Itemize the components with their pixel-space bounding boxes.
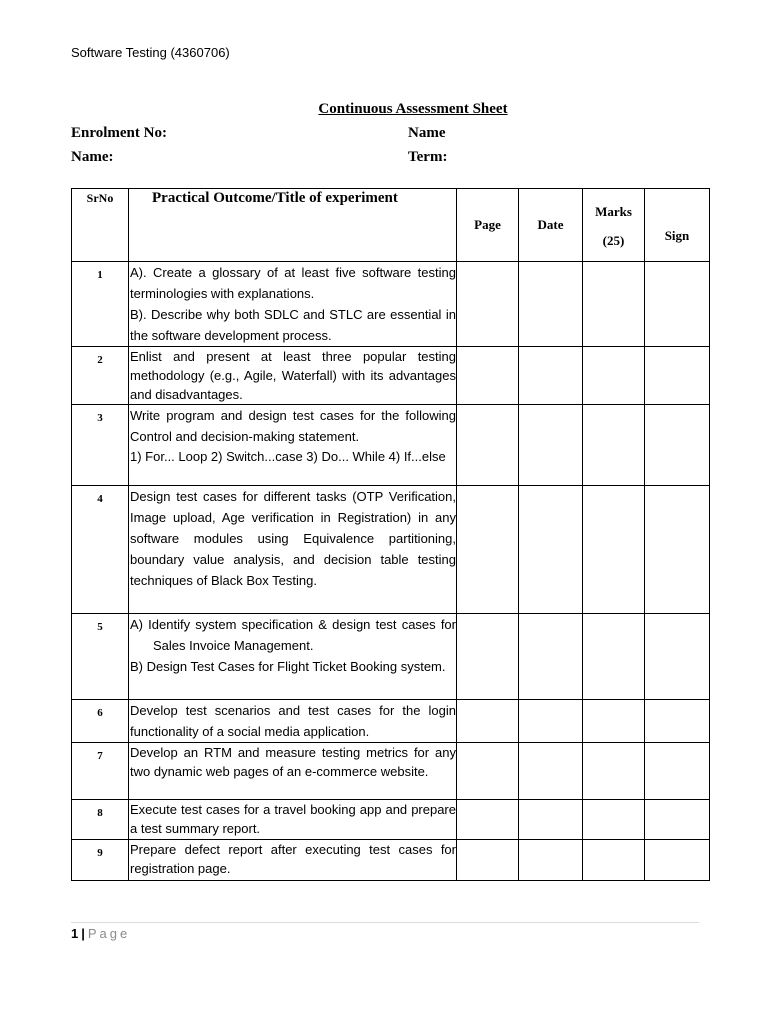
running-header: Software Testing (4360706) [71,45,230,60]
row-description [129,347,457,405]
page-word: Page [87,926,131,941]
name-label: Name: [71,149,114,165]
assessment-table [71,188,710,881]
row-description [129,486,457,614]
sign-cell[interactable] [645,405,710,486]
row-line: 1) For... Loop 2) Switch...case 3) Do... While 4) If...else [130,449,446,464]
marks-cell[interactable] [583,700,645,743]
row-line: Prepare defect report after executing test cases for registration page. [130,842,456,876]
row-srno: 1 [72,262,129,347]
marks-cell[interactable] [583,347,645,405]
date-cell[interactable] [519,743,583,800]
row-description [129,405,457,486]
date-cell[interactable] [519,700,583,743]
table-row [72,486,710,614]
page-cell[interactable] [457,614,519,700]
row-line: Execute test cases for a travel booking app and prepare a test summary report. [130,802,456,836]
row-line: B) Design Test Cases for Flight Ticket Booking system. [130,659,446,674]
date-cell[interactable] [519,840,583,881]
date-cell[interactable] [519,262,583,347]
header-marks-label: Marks [595,204,632,219]
table-row [72,840,710,881]
row-description [129,614,457,700]
date-cell[interactable] [519,800,583,840]
page-footer [71,926,130,941]
page-cell[interactable] [457,347,519,405]
row-line: A). Create a glossary of at least five software testing terminologies with explanations. [130,265,456,301]
marks-cell[interactable] [583,405,645,486]
sign-cell[interactable] [645,347,710,405]
row-srno: 9 [72,840,129,881]
page-cell[interactable] [457,840,519,881]
date-cell[interactable] [519,486,583,614]
header-marks [583,189,645,262]
row-line: Write program and design test cases for the following Control and decision-making statement. [130,408,456,444]
page-cell[interactable] [457,743,519,800]
page-cell[interactable] [457,486,519,614]
row-description [129,840,457,881]
table-row [72,405,710,486]
page-cell[interactable] [457,700,519,743]
row-srno: 5 [72,614,129,700]
row-srno: 3 [72,405,129,486]
table-row [72,614,710,700]
row-description [129,262,457,347]
date-cell[interactable] [519,405,583,486]
page-cell[interactable] [457,800,519,840]
row-line: Enlist and present at least three popular testing methodology (e.g., Agile, Waterfall) with its advantages and disadvantages. [130,349,456,402]
date-cell[interactable] [519,614,583,700]
header-page: Page [457,189,519,262]
sign-cell[interactable] [645,486,710,614]
row-description [129,800,457,840]
row-line: A) Identify system specification & design test cases for Sales Invoice Management. [130,617,456,653]
term-label: Term: [408,149,448,165]
header-date: Date [519,189,583,262]
row-line: Design test cases for different tasks (OTP Verification, Image upload, Age verification in Registration) in any software modules using Equivalence partitioning, boundary value analysis, and decision table testing techniques of Black Box Testing. [130,489,456,588]
page-cell[interactable] [457,405,519,486]
row-line: Develop an RTM and measure testing metrics for any two dynamic web pages of an e-commerce website. [130,745,456,779]
sheet-title: Continuous Assessment Sheet [318,101,508,117]
sign-cell[interactable] [645,700,710,743]
enrolment-label: Enrolment No: [71,125,167,141]
marks-cell[interactable] [583,614,645,700]
row-description [129,743,457,800]
row-srno: 8 [72,800,129,840]
name-right-label: Name [408,125,446,141]
sign-cell[interactable] [645,840,710,881]
header-marks-max: (25) [602,233,625,248]
row-srno: 7 [72,743,129,800]
marks-cell[interactable] [583,840,645,881]
marks-cell[interactable] [583,486,645,614]
row-description [129,700,457,743]
sign-cell[interactable] [645,800,710,840]
row-line: Develop test scenarios and test cases for the login functionality of a social media application. [130,703,456,739]
sign-cell[interactable] [645,262,710,347]
sign-cell[interactable] [645,743,710,800]
header-title: Practical Outcome/Title of experiment [129,189,457,262]
table-row [72,262,710,347]
footer-divider [71,922,699,923]
row-srno: 4 [72,486,129,614]
row-line: B). Describe why both SDLC and STLC are essential in the software development process. [130,307,456,343]
marks-cell[interactable] [583,800,645,840]
footer-separator: | [81,926,85,941]
marks-cell[interactable] [583,262,645,347]
header-srno: SrNo [72,189,129,262]
table-row [72,743,710,800]
header-sign: Sign [645,189,710,262]
page-cell[interactable] [457,262,519,347]
page-number: 1 [71,926,79,941]
row-srno: 2 [72,347,129,405]
row-srno: 6 [72,700,129,743]
table-row [72,700,710,743]
date-cell[interactable] [519,347,583,405]
sign-cell[interactable] [645,614,710,700]
table-row [72,347,710,405]
table-row [72,800,710,840]
table-header-row [72,189,710,262]
marks-cell[interactable] [583,743,645,800]
